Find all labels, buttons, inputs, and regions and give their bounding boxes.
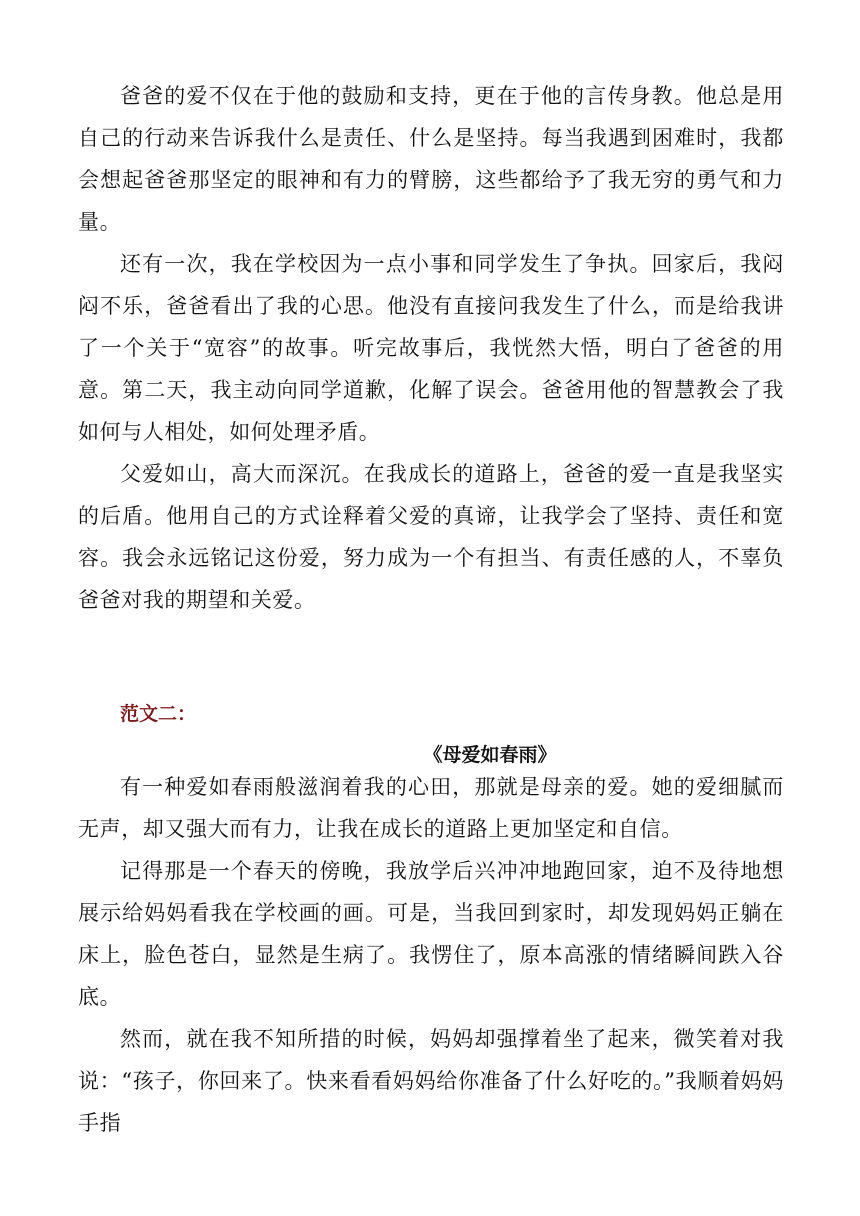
essay-title: 《母爱如春雨》	[423, 744, 557, 766]
essay-two-body	[78, 766, 784, 1144]
paragraph: 有一种爱如春雨般滋润着我的心田，那就是母亲的爱。她的爱细腻而无声，却又强大而有力，让我在成长的道路上更加坚定和自信。	[78, 775, 784, 841]
paragraph: 父爱如山，高大而深沉。在我成长的道路上，爸爸的爱一直是我坚实的后盾。他用自己的方式诠释着父爱的真谛，让我学会了坚持、责任和宽容。我会永远铭记这份爱，努力成为一个有担当、有责任感的人，不辜负爸爸对我的期望和关爱。	[78, 462, 784, 612]
paragraph: 爸爸的爱不仅在于他的鼓励和支持，更在于他的言传身教。他总是用自己的行动来告诉我什么是责任、什么是坚持。每当我遇到困难时，我都会想起爸爸那坚定的眼神和有力的臂膀，这些都给予了我无穷的勇气和力量。	[78, 84, 784, 234]
essay-one-body	[78, 75, 784, 621]
section-label: 范文二：	[120, 703, 197, 725]
paragraph: 记得那是一个春天的傍晚，我放学后兴冲冲地跑回家，迫不及待地想展示给妈妈看我在学校画的画。可是，当我回到家时，却发现妈妈正躺在床上，脸色苍白，显然是生病了。我愣住了，原本高涨的情绪瞬间跌入谷底。	[78, 859, 784, 1009]
paragraph: 还有一次，我在学校因为一点小事和同学发生了争执。回家后，我闷闷不乐，爸爸看出了我的心思。他没有直接问我发生了什么，而是给我讲了一个关于“宽容”的故事。听完故事后，我恍然大悟，明白了爸爸的用意。第二天，我主动向同学道歉，化解了误会。爸爸用他的智慧教会了我如何与人相处，如何处理矛盾。	[78, 252, 784, 444]
paragraph: 然而，就在我不知所措的时候，妈妈却强撑着坐了起来，微笑着对我说：“孩子，你回来了。快来看看妈妈给你准备了什么好吃的。”我顺着妈妈手指	[78, 1027, 784, 1135]
